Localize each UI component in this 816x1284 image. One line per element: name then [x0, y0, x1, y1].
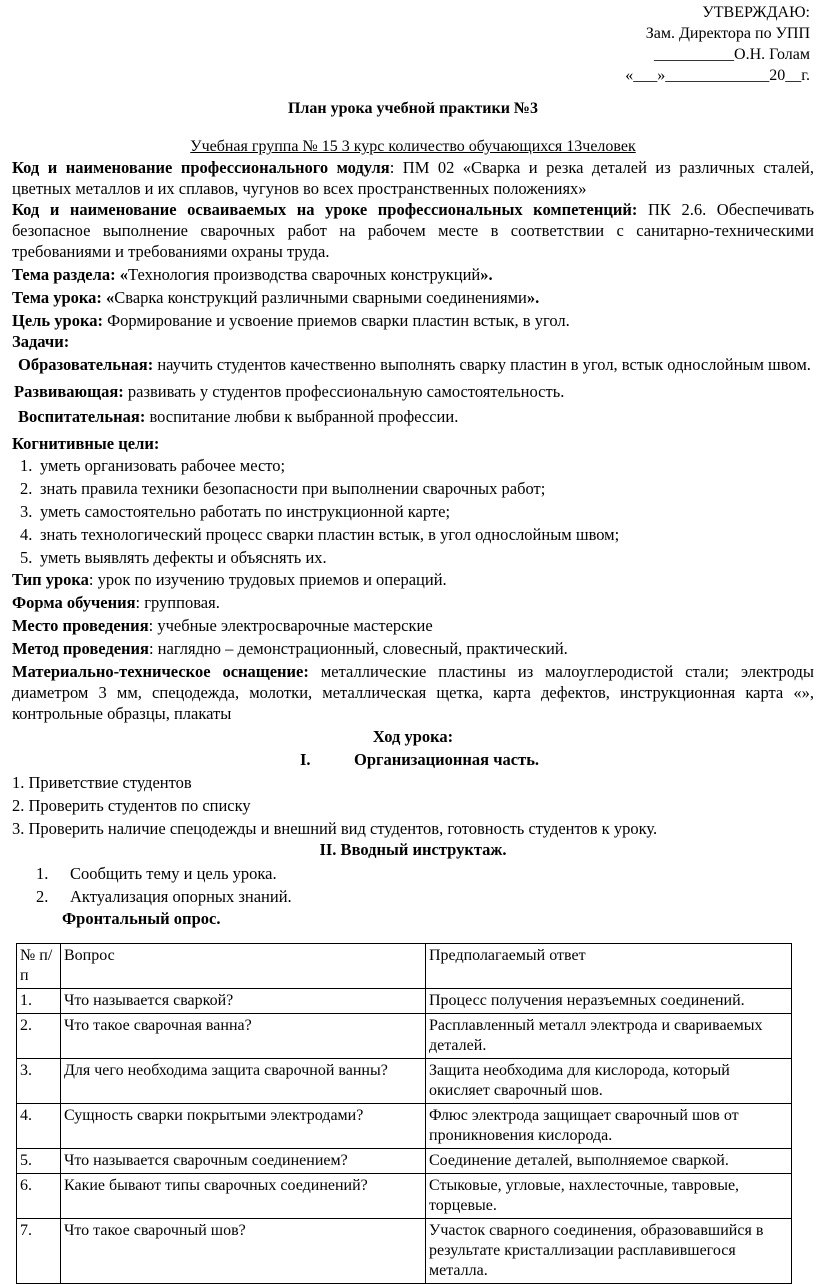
upbringing-text: воспитание любви к выбранной профессии. [145, 407, 459, 426]
part1-item: 1. Приветствие студентов [12, 773, 192, 792]
table-header-row [17, 944, 792, 989]
list-item [12, 500, 814, 523]
tasks-label: Задачи: [12, 332, 70, 351]
list-item [12, 523, 814, 546]
questions-table [16, 943, 792, 1284]
module-text: : ПМ 02 «Сварка и резка деталей из различных сталей, цветных металлов и их сплавов, чугунов во всех пространственных положениях» [12, 158, 814, 198]
row-question: Что называется сваркой? [61, 989, 426, 1014]
row-question: Какие бывают типы сварочных соединений? [61, 1174, 426, 1219]
group-line: Учебная группа № 15 3 курс количество обучающихся 13человек [190, 138, 636, 155]
header-number: № п/п [17, 944, 61, 989]
list-text: уметь самостоятельно работать по инструкционной карте; [40, 502, 451, 521]
list-item [12, 477, 814, 500]
row-answer: Соединение деталей, выполняемое сваркой. [426, 1149, 792, 1174]
section-topic-text: Технология производства сварочных конструкций [128, 265, 481, 284]
lesson-place [12, 615, 814, 636]
part1-item: 3. Проверить наличие спецодежды и внешний вид студентов, готовность студентов к уроку. [12, 819, 658, 838]
row-question: Для чего необходима защита сварочной ванны? [61, 1059, 426, 1104]
part1-heading [12, 749, 814, 770]
lesson-topic [12, 287, 814, 308]
method-label: Метод проведения [12, 639, 149, 658]
competence-label: Код и наименование осваиваемых на уроке профессиональных компетенций: [12, 200, 638, 219]
approval-signature: __________О.Н. Голам [654, 46, 810, 63]
row-number: 2. [17, 1014, 61, 1059]
module-label: Код и наименование профессионального модуля [12, 158, 390, 177]
row-question: Сущность сварки покрытыми электродами? [61, 1104, 426, 1149]
list-number: 1. [20, 456, 33, 475]
list-item [12, 454, 814, 477]
upbringing-task [12, 406, 814, 427]
part1-item: 2. Проверить студентов по списку [12, 796, 251, 815]
section-topic-label: Тема раздела: « [12, 265, 129, 284]
lesson-type-text: : урок по изучению трудовых приемов и операций. [88, 570, 447, 589]
table-row [17, 1104, 792, 1149]
list-item [12, 862, 814, 885]
list-number: 1. [36, 864, 49, 883]
developing-task [12, 381, 814, 402]
learning-form [12, 592, 814, 613]
approval-date: «___»_____________20__г. [625, 67, 810, 84]
row-number: 6. [17, 1174, 61, 1219]
lesson-method [12, 638, 814, 659]
list-number: 4. [20, 525, 33, 544]
part2-list [12, 862, 814, 908]
lesson-topic-end: ». [526, 288, 540, 307]
goal-label: Цель урока: [12, 311, 103, 330]
list-text: уметь организовать рабочее место; [40, 456, 286, 475]
part2-heading: II. Вводный инструктаж. [319, 840, 507, 859]
table-row [17, 1014, 792, 1059]
lesson-type-label: Тип урока [12, 570, 89, 589]
row-number: 4. [17, 1104, 61, 1149]
list-text: знать правила техники безопасности при выполнении сварочных работ; [40, 479, 546, 498]
cognitive-label: Когнитивные цели: [12, 434, 160, 453]
competence-paragraph [12, 199, 814, 262]
list-number: 3. [20, 502, 33, 521]
row-question: Что называется сварочным соединением? [61, 1149, 426, 1174]
row-answer: Процесс получения неразъемных соединений. [426, 989, 792, 1014]
row-answer: Защита необходима для кислорода, который окисляет сварочный шов. [426, 1059, 792, 1104]
developing-text: развивать у студентов профессиональную самостоятельность. [123, 382, 565, 401]
place-label: Место проведения [12, 616, 149, 635]
form-text: : групповая. [135, 593, 220, 612]
row-answer: Стыковые, угловые, нахлесточные, тавровые, торцевые. [426, 1174, 792, 1219]
place-text: : учебные электросварочные мастерские [148, 616, 433, 635]
equipment-paragraph [12, 661, 814, 724]
table-row [17, 1059, 792, 1104]
list-number: 2. [20, 479, 33, 498]
header-answer: Предполагаемый ответ [426, 944, 792, 989]
document-title: План урока учебной практики №3 [287, 100, 538, 117]
list-number: 5. [20, 548, 33, 567]
row-number: 3. [17, 1059, 61, 1104]
approval-block [625, 2, 810, 86]
list-item [12, 885, 814, 908]
list-text: знать технологический процесс сварки пластин встык, в угол однослойным швом; [40, 525, 620, 544]
section-topic-end: ». [480, 265, 493, 284]
header-question: Вопрос [61, 944, 426, 989]
list-number: 2. [36, 887, 49, 906]
row-number: 5. [17, 1149, 61, 1174]
lesson-type [12, 569, 814, 590]
list-text: Сообщить тему и цель урока. [70, 864, 277, 883]
upbringing-label: Воспитательная: [18, 407, 146, 426]
form-label: Форма обучения [12, 593, 136, 612]
goal-text: Формирование и усвоение приемов сварки пластин встык, в угол. [102, 311, 570, 330]
frontal-survey-heading: Фронтальный опрос. [62, 909, 221, 928]
lesson-goal [12, 310, 814, 331]
cognitive-goals-list [12, 454, 814, 569]
row-number: 7. [17, 1219, 61, 1284]
course-heading: Ход урока: [372, 727, 454, 746]
row-number: 1. [17, 989, 61, 1014]
row-question: Что такое сварочная ванна? [61, 1014, 426, 1059]
module-paragraph [12, 157, 814, 199]
document-body [12, 157, 814, 1284]
educational-task [12, 354, 814, 375]
educational-label: Образовательная: [18, 355, 154, 374]
section-topic [12, 264, 814, 285]
table-row [17, 1174, 792, 1219]
equipment-label: Материально-техническое оснащение: [12, 662, 309, 681]
educational-text: научить студентов качественно выполнять сварку пластин в угол, встык однослойным швом. [153, 355, 811, 374]
row-question: Что такое сварочный шов? [61, 1219, 426, 1284]
table-row [17, 1149, 792, 1174]
method-text: : наглядно – демонстрационный, словесный, практический. [148, 639, 568, 658]
part1-number: I. [300, 750, 311, 769]
row-answer: Расплавленный металл электрода и свариваемых деталей. [426, 1014, 792, 1059]
approval-heading: УТВЕРЖДАЮ: [702, 4, 810, 21]
list-item [12, 546, 814, 569]
table-row [17, 1219, 792, 1284]
lesson-topic-text: Сварка конструкций различными сварными соединениями [114, 288, 527, 307]
list-text: Актуализация опорных знаний. [70, 887, 292, 906]
equipment-text: металлические пластины из малоуглеродистой стали; электроды диаметром 3 мм, спецодежда, молотки, металлическая щетка, карта дефектов, инструкционная карта «», контрольные образцы, плакаты [12, 662, 815, 723]
list-text: уметь выявлять дефекты и объяснять их. [40, 548, 327, 567]
lesson-topic-label: Тема урока: « [12, 288, 115, 307]
table-row [17, 989, 792, 1014]
part1-title: Организационная часть. [354, 750, 540, 769]
row-answer: Участок сварного соединения, образовавшийся в результате кристаллизации расплавившегося металла. [426, 1219, 792, 1284]
competence-text: ПК 2.6. Обеспечивать безопасное выполнение сварочных работ на рабочем месте в соответствии с санитарно-техническими требованиями и требованиями охраны труда. [12, 200, 815, 261]
row-answer: Флюс электрода защищает сварочный шов от проникновения кислорода. [426, 1104, 792, 1149]
approval-position: Зам. Директора по УПП [645, 25, 810, 42]
developing-label: Развивающая: [14, 382, 124, 401]
